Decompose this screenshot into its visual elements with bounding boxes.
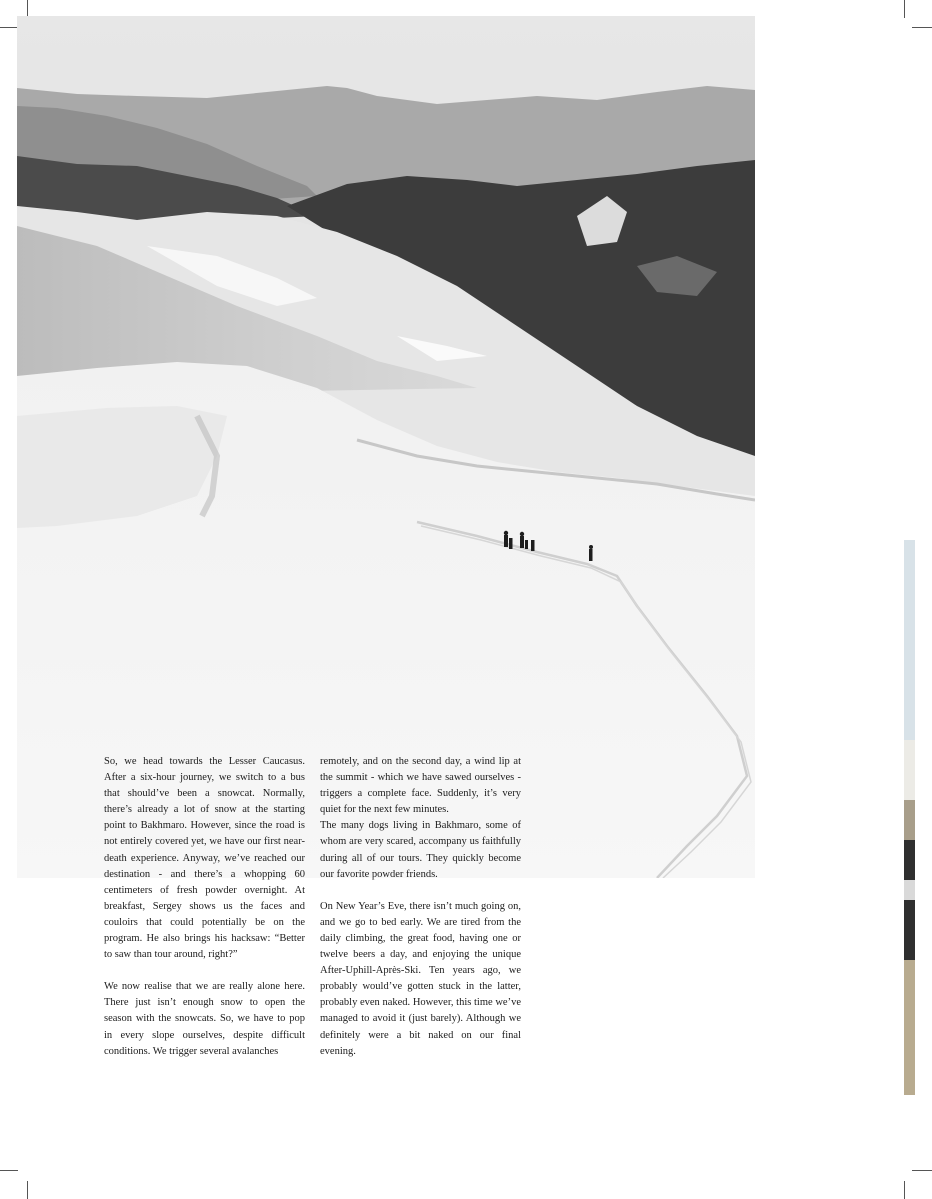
crop-mark-bottom-right-v [904,1181,905,1199]
crop-mark-bottom-left-v [27,1181,28,1199]
crop-mark-top-left-h [0,27,18,28]
crop-mark-top-right-h [912,27,932,28]
crop-mark-top-right-v [904,0,905,18]
paragraph: remotely, and on the second day, a wind lip at the summit - which we have sawed ourselves - triggers a complete face. Suddenly, it’s very quiet for the next few minutes. [320,756,521,816]
article-column-1 [104,754,305,1060]
article-column-2 [320,754,521,1060]
paragraph: On New Year’s Eve, there isn’t much going on, and we go to bed early. We are tired from the daily climbing, the great food, having one or twelve beers a day, and enjoying the unique After-Uphill-Après-Ski. Ten years ago, we probably would’ve gotten stuck in the latter, probably even naked. However, this time we’ve managed to avoid it (just barely). Although we definitely were a bit naked on our final evening. [320,900,521,1057]
crop-mark-bottom-left-h [0,1170,18,1171]
paragraph: So, we head towards the Lesser Caucasus. After a six-hour journey, we switch to a bus that should’ve been a snowcat. Normally, there’s already a lot of snow at the starting point to Bakhmaro. However, since the road is not entirely covered yet, we have our first near-death experience. Anyway, we’ve reached our destination - and there’s a whopping 60 centimeters of fresh powder overnight. At breakfast, Sergey shows us the faces and couloirs that could potentially be on the program. He also brings his hacksaw: “Better to saw than tour around, right?” [104,756,305,961]
adjacent-page-strip [904,540,915,1095]
paragraph: The many dogs living in Bakhmaro, some of whom are very scared, accompany us faithfully during all of our tours. They quickly become our favorite powder friends. [320,820,521,880]
crop-mark-bottom-right-h [912,1170,932,1171]
paragraph: We now realise that we are really alone here. There just isn’t enough snow to open the season with the snowcats. So, we have to pop in every slope ourselves, despite difficult conditions. We trigger several avalanches [104,981,305,1057]
mountain-photo [17,16,755,878]
